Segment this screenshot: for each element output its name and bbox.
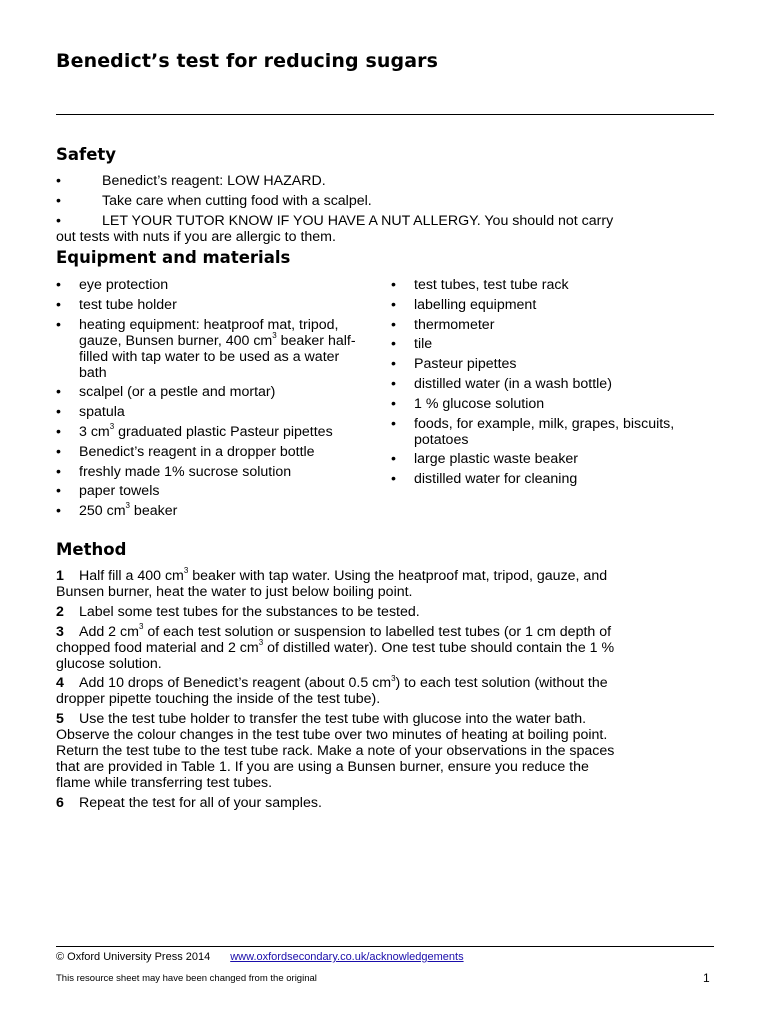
safety-item: • Benedict’s reagent: LOW HAZARD. [56, 173, 326, 189]
method-steps [56, 568, 616, 815]
list-item: • heating equipment: heatproof mat, tripod, gauze, Bunsen burner, 400 $cm^3$ beaker half-filled with tap water to be used as a water bath [56, 316, 356, 381]
equipment-list-right [391, 277, 701, 491]
list-item: • Pasteur pipettes [391, 356, 517, 373]
method-heading: Method [56, 540, 127, 559]
footer-divider [56, 946, 714, 947]
footer [56, 951, 464, 963]
safety-item: • LET YOUR TUTOR KNOW IF YOU HAVE A NUT ALLERGY. You should not carry out tests with nuts if you are allergic to them. [56, 212, 614, 245]
copyright-text: © Oxford University Press 2014 [56, 951, 211, 963]
list-item: • Benedict’s reagent in a dropper bottle [56, 443, 315, 460]
safety-item: • Take care when cutting food with a scalpel. [56, 192, 372, 209]
list-item: • 1 % glucose solution [391, 395, 545, 412]
safety-heading: Safety [56, 145, 117, 164]
method-step: 3 Add 2 $cm^3$ of each test solution or suspension to labelled test tubes (or 1 cm depth of chopped food material and 2 $cm^3$ of distilled water). One test tube should contain the 1 % glucose solution. [56, 621, 615, 672]
list-item: • paper towels [56, 483, 160, 500]
list-item: • 250 $cm^3$ beaker [56, 501, 178, 520]
list-item: • test tubes, test tube rack [391, 277, 569, 293]
list-item: • freshly made 1% sucrose solution [56, 463, 292, 480]
page-number: 1 [703, 971, 710, 985]
list-item: • labelling equipment [391, 296, 537, 313]
list-item: • foods, for example, milk, grapes, biscuits, potatoes [391, 415, 675, 448]
list-item: • distilled water (in a wash bottle) [391, 375, 612, 392]
list-item: • spatula [56, 404, 125, 421]
equipment-heading: Equipment and materials [56, 248, 291, 267]
list-item: • scalpel (or a pestle and mortar) [56, 384, 276, 401]
equipment-list-left [56, 277, 356, 523]
page-title: Benedict’s test for reducing sugars [56, 50, 438, 72]
method-step: 5 Use the test tube holder to transfer the test tube with glucose into the water bath. Observe the colour changes in the test tube over two minutes of heating at boiling point. Return the test tube to the test tube rack. Make a note of your observations in the spaces that are provided in Table 1. If you are using a Bunsen burner, ensure you reduce the flame while transferring test tubes. [56, 711, 615, 792]
list-item: • eye protection [56, 277, 169, 293]
list-item: • distilled water for cleaning [391, 471, 578, 488]
list-item: • large plastic waste beaker [391, 451, 579, 468]
method-step: 4 Add 10 drops of Benedict’s reagent (about 0.5 $cm^3$) to each test solution (without the dropper pipette touching the inside of the test tube). [56, 673, 608, 708]
method-step: 6 Repeat the test for all of your samples. [56, 794, 322, 811]
method-step: 1 Half fill a 400 $cm^3$ beaker with tap water. Using the heatproof mat, tripod, gauze, and Bunsen burner, heat the water to just below boiling point. [56, 566, 608, 600]
method-step: 2 Label some test tubes for the substances to be tested. [56, 603, 420, 620]
acknowledgements-link[interactable]: www.oxfordsecondary.co.uk/acknowledgements [230, 951, 464, 963]
list-item: • 3 $cm^3$ graduated plastic Pasteur pipettes [56, 422, 333, 440]
safety-list [56, 173, 616, 248]
title-divider [56, 114, 714, 115]
list-item: • thermometer [391, 316, 495, 333]
footer-note: This resource sheet may have been changed from the original [56, 973, 317, 984]
list-item: • test tube holder [56, 296, 177, 313]
list-item: • tile [391, 336, 433, 353]
